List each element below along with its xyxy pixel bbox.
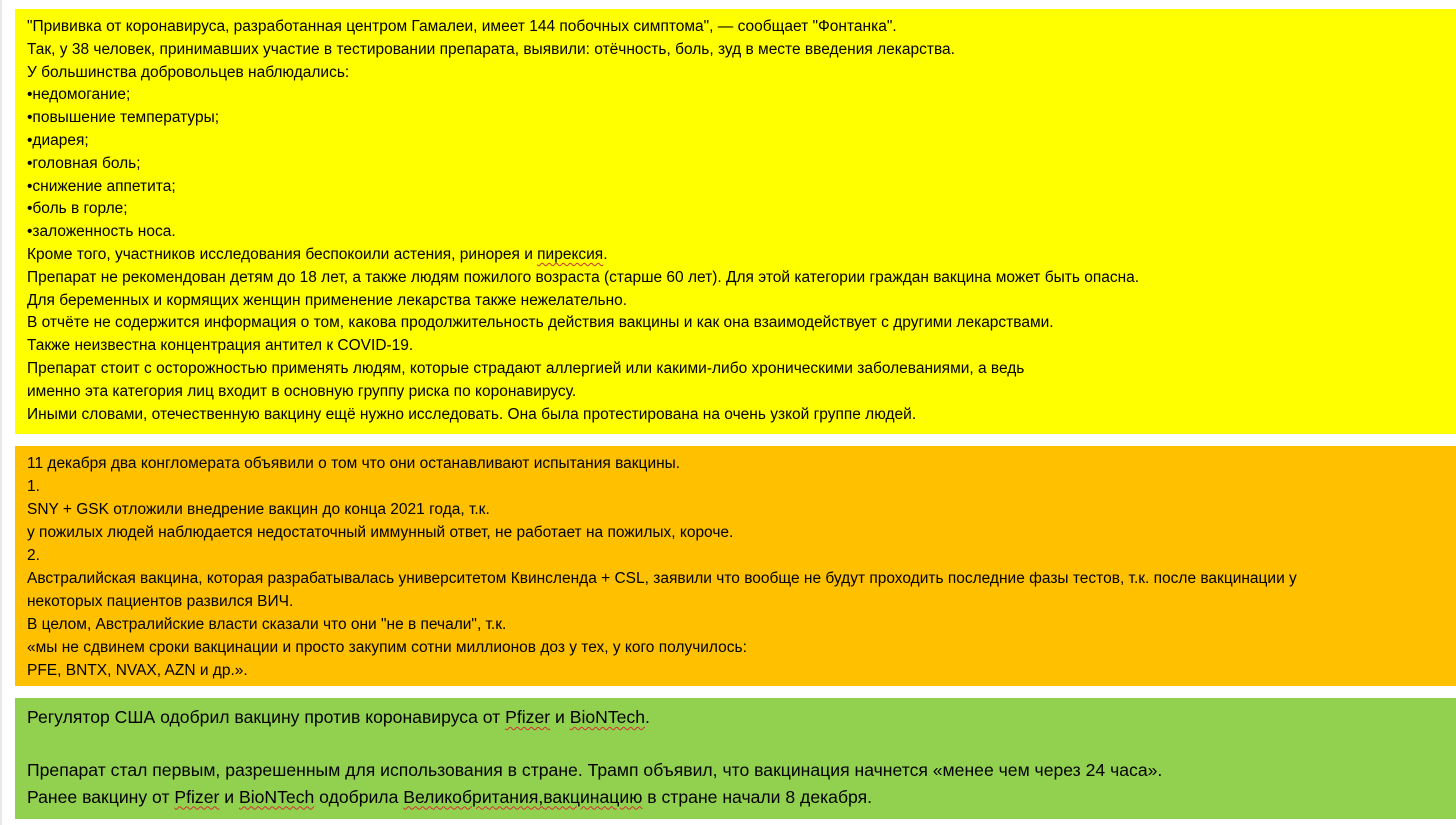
text-run: в стране начали 8 декабря.: [642, 786, 873, 807]
text-run: Ранее вакцину от: [27, 786, 175, 807]
paragraph-line: некоторых пациентов развился ВИЧ.: [27, 593, 294, 610]
paragraph-line: [27, 784, 1456, 811]
orange-text-block: [15, 446, 1456, 686]
text-run: Кроме того, участников исследования беспокоили астения, ринорея и: [27, 245, 538, 263]
blank-line: [27, 731, 1456, 758]
spellcheck-word: пирексия: [537, 245, 604, 263]
list-item: •диарея;: [27, 131, 89, 149]
paragraph-line: Так, у 38 человек, принимавших участие в тестировании препарата, выявили: отёчность, боль, зуд в месте введения лекарства.: [27, 40, 955, 58]
paragraph-line: У большинства добровольцев наблюдались:: [27, 63, 350, 81]
spellcheck-word: Pfizer: [505, 707, 551, 727]
paragraph-line: Препарат стоит с осторожностью применять людям, которые страдают аллергией или какими-либо хроническими заболеваниями, а ведь: [27, 359, 1025, 377]
paragraph-line: В отчёте не содержится информация о том, какова продолжительность действия вакцины и как она взаимодействует с другими лекарствами.: [27, 314, 1054, 332]
paragraph-line: PFE, BNTX, NVAX, AZN и др.».: [27, 662, 248, 679]
paragraph-line: Для беременных и кормящих женщин применение лекарства также нежелательно.: [27, 291, 628, 309]
paragraph-line: [27, 704, 1456, 731]
paragraph-line: [27, 244, 1456, 267]
paragraph-line: «мы не сдвинем сроки вакцинации и просто закупим сотни миллионов доз у тех, у кого получилось:: [27, 639, 747, 656]
paragraph-line: Австралийская вакцина, которая разрабатывалась университетом Квинсленда + CSL, заявили что вообще не будут проходить последние фазы тестов, т.к. после вакцинации у: [27, 570, 1297, 587]
list-item: •боль в горле;: [27, 200, 128, 218]
green-text-block: [15, 698, 1456, 819]
paragraph-line: Иными словами, отечественную вакцину ещё нужно исследовать. Она была протестирована на очень узкой группе людей.: [27, 405, 917, 423]
spellcheck-word: Великобритания,вакцинацию: [403, 786, 643, 807]
paragraph-line: у пожилых людей наблюдается недостаточный иммунный ответ, не работает на пожилых, короче.: [27, 524, 734, 541]
page-left-edge: [0, 0, 2, 825]
paragraph-line: 1.: [27, 478, 40, 495]
list-item: •заложенность носа.: [27, 223, 176, 241]
text-run: и: [219, 786, 239, 807]
paragraph-line: В целом, Австралийские власти сказали что они "не в печали", т.к.: [27, 616, 507, 633]
text-run: одобрила: [314, 786, 404, 807]
list-item: •недомогание;: [27, 86, 131, 104]
paragraph-line: 2.: [27, 547, 40, 564]
text-run: .: [645, 707, 650, 727]
list-item: •снижение аппетита;: [27, 177, 176, 195]
list-item: •головная боль;: [27, 154, 141, 172]
paragraph-line: Препарат не рекомендован детям до 18 лет, а также людям пожилого возраста (старше 60 лет). Для этой категории граждан вакцина может быть опасна.: [27, 268, 1140, 286]
paragraph-line: именно эта категория лиц входит в основную группу риска по коронавирусу.: [27, 382, 577, 400]
spellcheck-word: Pfizer: [174, 786, 220, 807]
paragraph-line: SNY + GSK отложили внедрение вакцин до конца 2021 года, т.к.: [27, 501, 490, 518]
text-run: .: [603, 245, 608, 263]
spellcheck-word: BioNTech: [569, 707, 646, 727]
list-item: •повышение температуры;: [27, 109, 220, 127]
paragraph-line: Препарат стал первым, разрешенным для использования в стране. Трамп объявил, что вакцинация начнется «менее чем через 24 часа».: [27, 760, 1163, 780]
paragraph-line: Также неизвестна концентрация антител к COVID-19.: [27, 337, 414, 355]
paragraph-line: 11 декабря два конгломерата объявили о том что они останавливают испытания вакцины.: [27, 455, 681, 472]
text-run: Регулятор США одобрил вакцину против коронавируса от: [27, 707, 506, 727]
paragraph-line: "Прививка от коронавируса, разработанная центром Гамалеи, имеет 144 побочных симптома", — сообщает "Фонтанка".: [27, 18, 897, 35]
text-run: и: [550, 707, 570, 727]
yellow-text-block: [15, 9, 1456, 434]
spellcheck-word: BioNTech: [238, 786, 315, 807]
